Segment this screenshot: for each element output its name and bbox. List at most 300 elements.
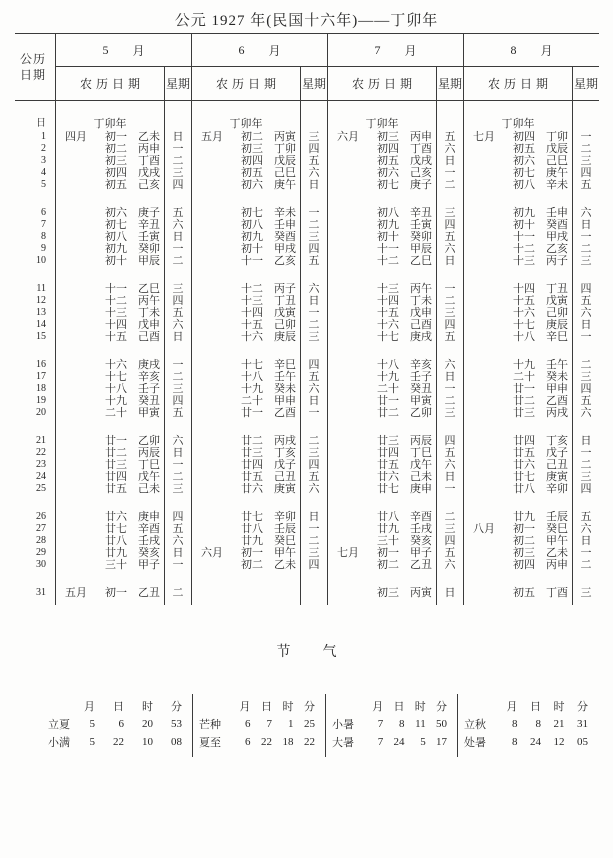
- lunar-cell: [55, 295, 164, 307]
- term-value: 08: [171, 736, 182, 748]
- weekday: 日: [436, 155, 463, 167]
- gregorian-day: 6: [41, 207, 46, 218]
- term-column-header: 时: [414, 701, 426, 713]
- lunar-cell: [191, 419, 300, 435]
- term-value: 22: [304, 736, 315, 748]
- calendar-row: [15, 207, 599, 219]
- lunar-cell: [191, 395, 300, 407]
- lunar-day: 廿五: [513, 447, 535, 459]
- lunar-cell: [191, 435, 300, 447]
- lunar-day: 二十: [241, 395, 263, 407]
- gregorian-day: 26: [36, 511, 46, 522]
- term-name: 大暑: [332, 737, 354, 749]
- lunar-day: [374, 191, 402, 207]
- lunar-cell: [327, 319, 436, 331]
- lunar-cell: [191, 191, 300, 207]
- lunar-month-label: [328, 523, 374, 535]
- lunar-day: [374, 495, 402, 511]
- lunar-cell: [463, 419, 572, 435]
- ganzhi-day: 庚申: [410, 483, 432, 495]
- lunar-cell: [327, 383, 436, 395]
- lunar-month-label: [328, 435, 374, 447]
- lunar-cell: [55, 255, 164, 267]
- lunar-day: [374, 343, 402, 359]
- lunar-cell: [55, 155, 164, 167]
- calendar-row: [15, 435, 599, 447]
- calendar-row: [15, 483, 599, 495]
- term-column-header: 月: [84, 701, 95, 713]
- solar-term-group: [193, 694, 326, 757]
- lunar-day: [510, 267, 538, 283]
- weekday: 二: [164, 587, 191, 599]
- lunar-month-label: [56, 207, 102, 219]
- lunar-cell: [55, 267, 164, 283]
- ganzhi-day: [134, 191, 164, 207]
- solar-terms-title: 节气: [276, 645, 369, 660]
- term-name: 立秋: [464, 719, 486, 731]
- ganzhi-day: 癸酉: [274, 231, 296, 243]
- month-suffix: 月: [540, 43, 553, 58]
- year-label: 丁卯年: [229, 118, 263, 130]
- weekday: [164, 267, 191, 283]
- ganzhi-day: [134, 495, 164, 511]
- ganzhi-day: 乙酉: [274, 407, 296, 419]
- lunar-cell: [191, 535, 300, 547]
- ganzhi-day: 甲辰: [138, 255, 160, 267]
- lunar-day: 廿二: [513, 395, 535, 407]
- weekday: 日: [164, 231, 191, 243]
- calendar-row: [15, 255, 599, 267]
- lunar-month-label: [56, 599, 102, 605]
- gregorian-day: 2: [41, 143, 46, 154]
- lunar-cell: [55, 191, 164, 207]
- lunar-day: 廿五: [241, 471, 263, 483]
- weekday: 一: [300, 523, 327, 535]
- lunar-month-label: [192, 447, 238, 459]
- lunar-month-label: [328, 599, 374, 605]
- lunar-cell: [55, 587, 164, 599]
- lunar-cell: [191, 143, 300, 155]
- calendar-row: [15, 179, 599, 191]
- weekday: 一: [300, 307, 327, 319]
- lunar-day: [238, 191, 266, 207]
- weekday: 四: [300, 459, 327, 471]
- lunar-cell: [463, 295, 572, 307]
- lunar-month-label: [192, 559, 238, 571]
- term-column-header: 月: [506, 701, 518, 713]
- ganzhi-day: 丁未: [138, 307, 160, 319]
- ganzhi-day: 庚寅: [546, 471, 568, 483]
- lunar-cell: [327, 407, 436, 419]
- lunar-day: 三十: [105, 559, 127, 571]
- lunar-day: 二十: [105, 407, 127, 419]
- weekday: 四: [164, 179, 191, 191]
- weekday: 三: [572, 255, 599, 267]
- lunar-cell: [327, 331, 436, 343]
- ganzhi-day: 己巳: [546, 155, 568, 167]
- lunar-day: 初八: [105, 231, 127, 243]
- lunar-cell: [191, 447, 300, 459]
- lunar-cell: [327, 131, 436, 143]
- lunar-month-label: [192, 231, 238, 243]
- lunar-day: 廿二: [377, 407, 399, 419]
- weekday: 三: [164, 383, 191, 395]
- lunar-day: 廿八: [105, 535, 127, 547]
- lunar-day: 十一: [513, 231, 535, 243]
- lunar-month-label: [464, 419, 510, 435]
- term-value: 6: [245, 718, 251, 730]
- calendar-row: [15, 407, 599, 419]
- lunar-day: 初一: [105, 587, 127, 599]
- ganzhi-day: 戊午: [138, 471, 160, 483]
- lunar-day: 十九: [241, 383, 263, 395]
- gregorian-day: 15: [36, 331, 46, 342]
- lunar-day: 廿三: [105, 459, 127, 471]
- lunar-cell: [55, 547, 164, 559]
- term-value: 8: [512, 736, 518, 748]
- lunar-cell: [463, 459, 572, 471]
- gregorian-day: 23: [36, 459, 46, 470]
- weekday: [300, 587, 327, 599]
- lunar-month-label: [192, 207, 238, 219]
- calendar-row: [15, 191, 599, 207]
- lunar-cell: [55, 471, 164, 483]
- lunar-cell: [191, 255, 300, 267]
- ganzhi-day: 戊子: [274, 459, 296, 471]
- lunar-day: 三十: [377, 535, 399, 547]
- weekday: 五: [164, 207, 191, 219]
- term-value: 50: [436, 718, 447, 730]
- lunar-day: 初一: [241, 547, 263, 559]
- weekday: 六: [300, 167, 327, 179]
- weekday: 二: [164, 471, 191, 483]
- lunar-month-label: 七月: [473, 131, 495, 143]
- lunar-cell: [55, 435, 164, 447]
- ganzhi-day: [542, 267, 572, 283]
- ganzhi-day: 庚子: [410, 179, 432, 191]
- lunar-day: [102, 599, 130, 605]
- gregorian-day: 27: [36, 523, 46, 534]
- lunar-day: 初五: [513, 143, 535, 155]
- lunar-day: 十七: [377, 331, 399, 343]
- ganzhi-day: 癸巳: [274, 535, 296, 547]
- lunar-month-label: [328, 231, 374, 243]
- ganzhi-day: 丁亥: [274, 447, 296, 459]
- weekday: 四: [572, 483, 599, 495]
- lunar-month-label: [56, 395, 102, 407]
- weekday: 六: [164, 319, 191, 331]
- lunar-day: [238, 343, 266, 359]
- weekday: 二: [300, 435, 327, 447]
- ganzhi-day: [542, 495, 572, 511]
- lunar-day: 初三: [105, 155, 127, 167]
- ganzhi-day: 戊戌: [410, 155, 432, 167]
- ganzhi-day: 甲子: [410, 547, 432, 559]
- term-value: 1: [288, 718, 294, 730]
- ganzhi-day: 癸丑: [410, 383, 432, 395]
- solar-term-row: [326, 733, 457, 751]
- lunar-day: 初一: [105, 131, 127, 143]
- lunar-cell: [55, 167, 164, 179]
- weekday: 二: [572, 243, 599, 255]
- lunar-cell: [327, 231, 436, 243]
- ganzhi-day: 丙辰: [410, 435, 432, 447]
- lunar-day: [238, 419, 266, 435]
- weekday: 六: [572, 523, 599, 535]
- week-header: 星期: [436, 67, 463, 100]
- weekday: 日: [164, 547, 191, 559]
- weekday: 三: [572, 155, 599, 167]
- lunar-cell: [327, 207, 436, 219]
- ganzhi-day: 癸卯: [138, 243, 160, 255]
- lunar-cell: [55, 383, 164, 395]
- gregorian-day: 12: [36, 295, 46, 306]
- weekday: 三: [300, 447, 327, 459]
- weekday: 日: [300, 511, 327, 523]
- lunar-cell: [327, 343, 436, 359]
- lunar-cell: [463, 447, 572, 459]
- lunar-cell: [463, 359, 572, 371]
- ganzhi-day: [134, 343, 164, 359]
- lunar-cell: [55, 179, 164, 191]
- calendar-row: [15, 587, 599, 599]
- ganzhi-day: [270, 599, 300, 605]
- lunar-cell: [55, 559, 164, 571]
- lunar-month-label: [192, 419, 238, 435]
- term-column-header: 时: [282, 701, 294, 713]
- lunar-cell: [463, 471, 572, 483]
- lunar-month-label: [192, 459, 238, 471]
- weekday: [436, 419, 463, 435]
- lunar-day: 初四: [105, 167, 127, 179]
- lunar-cell: [463, 599, 572, 605]
- lunar-cell: [55, 395, 164, 407]
- lunar-month-label: [192, 571, 238, 587]
- term-value: 17: [436, 736, 447, 748]
- ganzhi-day: [406, 419, 436, 435]
- month-group-header-5: [55, 34, 191, 100]
- lunar-month-label: [328, 283, 374, 295]
- weekday: [300, 343, 327, 359]
- lunar-month-label: [328, 483, 374, 495]
- ganzhi-day: 乙未: [138, 131, 160, 143]
- gregorian-day: 31: [36, 587, 46, 598]
- lunar-cell: [327, 547, 436, 559]
- calendar-row: [15, 511, 599, 523]
- lunar-cell: [191, 207, 300, 219]
- gregorian-day: 10: [36, 255, 46, 266]
- weekday: [164, 571, 191, 587]
- lunar-cell: [55, 219, 164, 231]
- lunar-month-label: [192, 359, 238, 371]
- lunar-month-label: [464, 359, 510, 371]
- lunar-cell: [463, 571, 572, 587]
- weekday: 日: [164, 131, 191, 143]
- calendar-row: [15, 331, 599, 343]
- ganzhi-day: 己卯: [274, 319, 296, 331]
- weekday: [572, 495, 599, 511]
- lunar-day: [238, 267, 266, 283]
- lunar-day: 初三: [377, 131, 399, 143]
- weekday: 一: [436, 383, 463, 395]
- lunar-month-label: [192, 407, 238, 419]
- term-column-header: 分: [171, 701, 182, 713]
- lunar-day: 廿六: [241, 483, 263, 495]
- lunar-day: 初一: [377, 547, 399, 559]
- lunar-month-label: [328, 179, 374, 191]
- lunar-day: 廿四: [105, 471, 127, 483]
- month-suffix: 月: [132, 43, 145, 58]
- weekday: 一: [572, 331, 599, 343]
- gregorian-day: 18: [36, 383, 46, 394]
- weekday: 三: [300, 131, 327, 143]
- lunar-cell: [463, 155, 572, 167]
- lunar-month-label: [328, 267, 374, 283]
- lunar-month-label: [464, 295, 510, 307]
- lunar-cell: [463, 523, 572, 535]
- lunar-cell: [463, 435, 572, 447]
- lunar-cell: [463, 331, 572, 343]
- lunar-month-label: [464, 155, 510, 167]
- lunar-month-label: [56, 143, 102, 155]
- weekday: 日: [436, 255, 463, 267]
- lunar-cell: [327, 283, 436, 295]
- page-title: 公元 1927 年(民国十六年)——丁卯年: [174, 13, 439, 29]
- gregorian-day: 25: [36, 483, 46, 494]
- ganzhi-day: 乙卯: [138, 435, 160, 447]
- ganzhi-day: 甲寅: [410, 395, 432, 407]
- lunar-day: 十五: [241, 319, 263, 331]
- weekday: 五: [572, 179, 599, 191]
- lunar-month-label: [464, 319, 510, 331]
- lunar-day: 初二: [377, 559, 399, 571]
- ganzhi-day: 甲子: [138, 559, 160, 571]
- lunar-month-label: [328, 419, 374, 435]
- term-value: 12: [553, 736, 565, 748]
- lunar-month-label: [328, 459, 374, 471]
- weekday: 一: [436, 167, 463, 179]
- weekday: 四: [436, 319, 463, 331]
- lunar-day: 初七: [513, 167, 535, 179]
- ganzhi-day: 庚辰: [546, 319, 568, 331]
- lunar-month-label: [56, 435, 102, 447]
- weekday: 二: [572, 559, 599, 571]
- lunar-cell: [327, 599, 436, 605]
- ganzhi-day: 乙未: [546, 547, 568, 559]
- lunar-day: 初十: [105, 255, 127, 267]
- lunar-cell: [191, 471, 300, 483]
- ganzhi-day: [542, 419, 572, 435]
- lunar-day: [374, 571, 402, 587]
- term-value: 8: [512, 718, 518, 730]
- lunar-month-label: [192, 243, 238, 255]
- lunar-month-label: [192, 599, 238, 605]
- lunar-day: 廿六: [377, 471, 399, 483]
- lunar-day: 廿七: [241, 511, 263, 523]
- ganzhi-day: 壬戌: [410, 523, 432, 535]
- lunar-cell: [463, 483, 572, 495]
- lunar-day: [238, 587, 266, 599]
- solar-term-row: [193, 733, 325, 751]
- ganzhi-day: 甲午: [546, 535, 568, 547]
- weekday: [300, 101, 327, 131]
- lunar-date-header: 农历日期: [487, 77, 552, 91]
- lunar-day: 十九: [377, 371, 399, 383]
- lunar-date-header: 农历日期: [351, 77, 416, 91]
- lunar-month-label: [56, 447, 102, 459]
- lunar-month-label: [192, 587, 238, 599]
- ganzhi-day: 己亥: [410, 167, 432, 179]
- lunar-cell: [327, 143, 436, 155]
- weekday: 三: [164, 283, 191, 295]
- lunar-month-label: [192, 435, 238, 447]
- ganzhi-day: 丙申: [546, 559, 568, 571]
- weekday: 三: [436, 407, 463, 419]
- lunar-month-label: [56, 295, 102, 307]
- gregorian-day: 14: [36, 319, 46, 330]
- lunar-month-label: 五月: [201, 131, 223, 143]
- lunar-cell: [55, 511, 164, 523]
- lunar-month-label: [192, 319, 238, 331]
- ganzhi-day: 乙巳: [410, 255, 432, 267]
- weekday: [300, 571, 327, 587]
- weekday: 一: [572, 131, 599, 143]
- weekday: [300, 599, 327, 605]
- lunar-cell: [327, 535, 436, 547]
- ganzhi-day: 癸未: [546, 371, 568, 383]
- solar-term-header-row: [30, 697, 192, 715]
- weekday: 二: [436, 395, 463, 407]
- ganzhi-day: 庚寅: [274, 483, 296, 495]
- calendar-row: [15, 419, 599, 435]
- lunar-cell: [191, 331, 300, 343]
- term-name: 芒种: [199, 719, 221, 731]
- lunar-day: 十五: [513, 295, 535, 307]
- weekday: 四: [300, 243, 327, 255]
- calendar-row: [15, 267, 599, 283]
- lunar-day: 十三: [377, 283, 399, 295]
- lunar-cell: [191, 179, 300, 191]
- ganzhi-day: 丁卯: [546, 131, 568, 143]
- weekday: [436, 343, 463, 359]
- gregorian-day: [15, 191, 55, 207]
- lunar-day: 十六: [377, 319, 399, 331]
- lunar-month-label: [464, 511, 510, 523]
- ganzhi-day: 丙辰: [138, 447, 160, 459]
- lunar-day: 初三: [241, 143, 263, 155]
- calendar-row: [15, 143, 599, 155]
- lunar-month-label: [464, 395, 510, 407]
- lunar-cell: [191, 295, 300, 307]
- calendar-header: [15, 34, 599, 101]
- weekday: 一: [164, 143, 191, 155]
- ganzhi-day: 丁酉: [138, 155, 160, 167]
- term-value: 7: [266, 718, 272, 730]
- lunar-cell: [463, 587, 572, 599]
- solar-term-group: [326, 694, 458, 757]
- lunar-cell: [55, 307, 164, 319]
- weekday: 一: [436, 283, 463, 295]
- lunar-cell: [191, 587, 300, 599]
- ganzhi-day: 辛巳: [274, 359, 296, 371]
- gregorian-date-corner-header: [15, 34, 55, 100]
- lunar-day: 初六: [105, 207, 127, 219]
- ganzhi-day: 壬寅: [138, 231, 160, 243]
- lunar-cell: [55, 571, 164, 587]
- ganzhi-day: 辛丑: [410, 207, 432, 219]
- lunar-cell: [463, 511, 572, 523]
- weekday: 一: [300, 207, 327, 219]
